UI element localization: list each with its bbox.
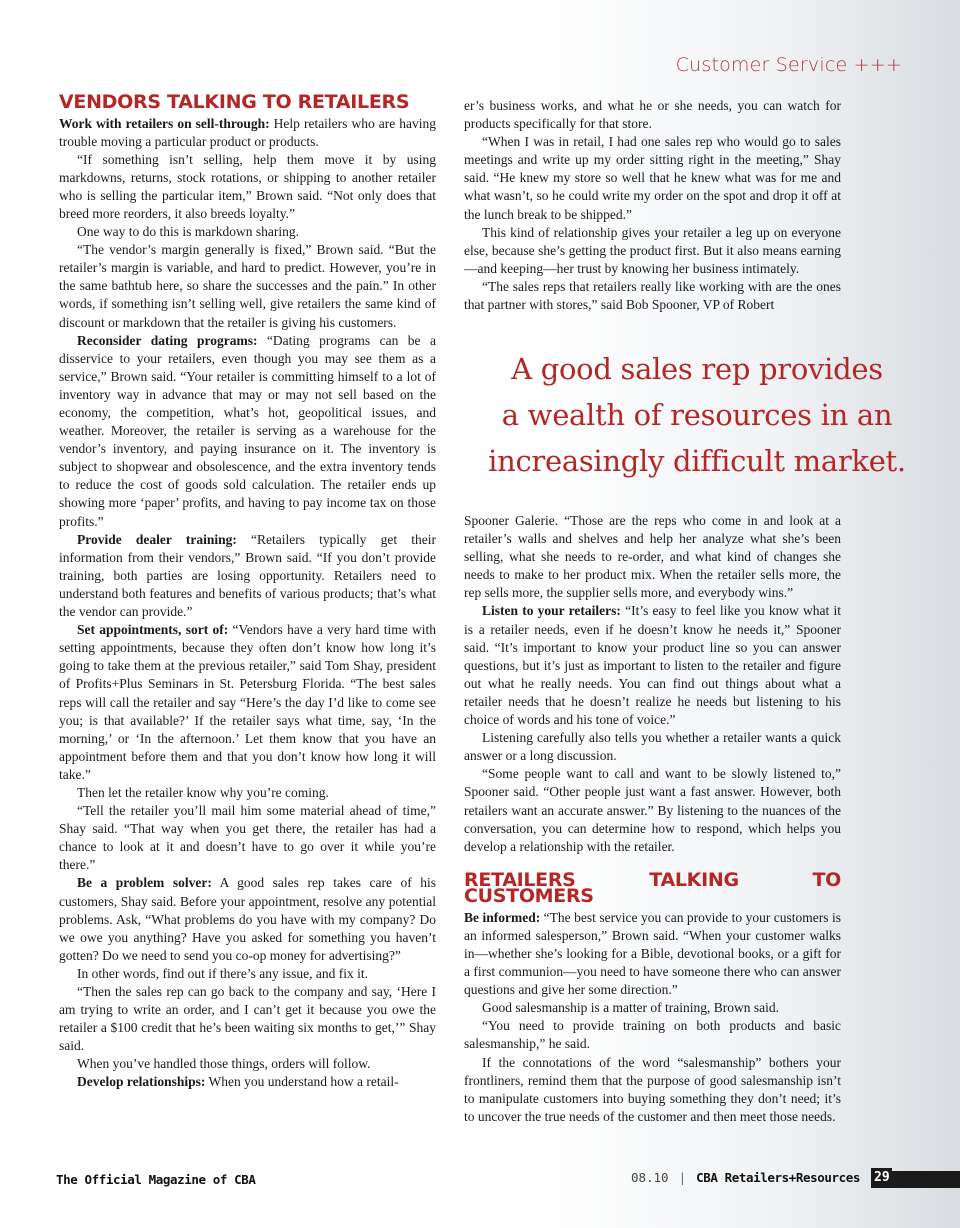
section-label: Customer Service +++ [675,54,902,76]
paragraph-text: “The best service you can provide to your customers is an informed salesperson,” Brown said. “When your customer walks in—whether she’s looking for a Bible, devotional books, or a gift for a first communion—you need to have someone there who can answer questions and give her some direction.” [464,909,841,998]
heading-vendors: VENDORS TALKING TO RETAILERS [59,91,410,113]
page-number: 29 [871,1168,892,1188]
paragraph [59,223,436,241]
paragraph [59,802,436,874]
footer-magazine-name: CBA Retailers+Resources [696,1170,860,1185]
paragraph [59,115,436,151]
paragraph-text: “It’s easy to feel like you know what it is a retailer needs, even if he doesn’t know he needs it,” Spooner said. “It’s important to know your product line so you can answer questions, but it’s just as important to listen to the retailer and figure out what he really needs. You can find out things about what a retailer needs that he doesn’t realize he needs but listening to his choice of words and his tone of voice.” [464,603,841,728]
paragraph [464,97,841,133]
paragraph [59,531,436,621]
left-column [59,91,437,1092]
paragraph-text: A good sales rep takes care of his customers, Shay said. Before your appointment, resolve any potential problems. Ask, “What problems do you have with my company? Do we owe you anything? Have you asked for something you haven’t gotten? Do we need to send you co-op money for advertising?” [59,875,437,963]
paragraph [464,602,841,729]
footer-info [631,1170,860,1185]
right-column-bottom [464,512,841,1126]
paragraph-lead: Set appointments, sort of: [77,622,229,638]
footer-magazine-tagline: The Official Magazine of CBA [56,1172,256,1187]
paragraph-text: If the connotations of the word “salesmanship” bothers your frontliners, remind them that the purpose of good salesmanship isn’t to manipulate customers into buying something they don’t need; it’s to uncover the true needs of the customer and then meet those needs. [464,1054,841,1124]
pull-quote-line: a wealth of resources in an [501,398,893,432]
paragraph [59,241,436,331]
paragraph-text: “The sales reps that retailers really like working with are the ones that partner with stores,” said Bob Spooner, VP of Robert [464,278,841,313]
paragraph [464,999,841,1017]
paragraph [59,621,436,784]
paragraph [59,1055,436,1073]
paragraph-text: When you understand how a retail- [205,1074,399,1090]
paragraph-lead: Provide dealer training: [77,531,237,547]
footer-bar [890,1171,960,1188]
paragraph-lead: Be a problem solver: [77,875,212,891]
paragraph-text: “Some people want to call and want to be slowly listened to,” Spooner said. “Other people just want a fast answer. However, both retailers want an accurate answer.” By listening to the nuances of the conversation, you can determine how to respond, which helps you develop a relationship with the retailer. [464,766,841,854]
right-bottom-paragraphs-2 [464,909,841,1126]
paragraph [464,765,841,855]
footer-separator: | [678,1170,687,1185]
paragraph [59,784,436,802]
paragraph-text: “When I was in retail, I had one sales rep who would go to sales meetings and write up my order sitting right in the meeting,” Shay said. “He knew my store so well that he knew what was for me and what wasn’t, so he could write my order on the spot and drop it off at the lunch break to be shipped.” [464,134,841,222]
paragraph-text: Help retailers who are having trouble moving a particular product or products. [59,115,437,149]
paragraph-text: When you’ve handled those things, orders will follow. [77,1056,371,1072]
paragraph-text: “If something isn’t selling, help them move it by using markdowns, returns, stock rotations, or shipping to another retailer who is selling the particular item,” Brown said. “Not only does that breed more reorders, it also breeds loyalty.” [59,151,436,221]
paragraph-text: This kind of relationship gives your retailer a leg up on everyone else, because she’s getting the product first. But it also means earning—and keeping—her trust by knowing her business intimately. [464,224,841,276]
paragraph-lead: Reconsider dating programs: [77,332,258,348]
paragraph-lead: Develop relationships: [77,1074,206,1090]
paragraph [59,332,436,531]
paragraph [464,224,841,278]
paragraph-text: Spooner Galerie. “Those are the reps who come in and look at a retailer’s walls and shelves and help her analyze what she’s been selling, what she needs to re-order, and what kind of changes she needs to make to her product mix. When the retailer sells more, the rep sells more, the supplier sells more, and everybody wins.” [464,513,841,601]
paragraph-text: “Retailers typically get their information from their vendors,” Brown said. “If you don’t provide training, both parties are losing opportunity. Retailers need to understand both features and benefits of various products; that’s what the vendor can provide.” [59,531,436,620]
paragraph-text: In other words, find out if there’s any issue, and fix it. [77,965,368,981]
paragraph [59,874,436,964]
left-paragraphs [59,115,436,1092]
pull-quote-line: A good sales rep provides [511,352,883,386]
paragraph-text: “The vendor’s margin generally is fixed,” Brown said. “But the retailer’s margin is variable, and hard to predict. However, you’re in the same bathtub here, so share the successes and the pain.” In other words, if something isn’t selling well, give retailers the same kind of discount or markdown that the retailer is giving his customers. [59,242,436,330]
paragraph [464,1054,841,1126]
right-column-top [464,97,841,314]
paragraph-text: er’s business works, and what he or she needs, you can watch for products specifically for that store. [464,98,841,132]
heading-retailers: RETAILERS TALKING TO CUSTOMERS [464,868,841,908]
paragraph-lead: Listen to your retailers: [482,603,621,619]
paragraph [464,278,841,314]
pull-quote [464,346,930,484]
paragraph-lead: Be informed: [464,909,541,925]
paragraph-text: “Then the sales rep can go back to the company and say, ‘Here I am trying to write an order, and I can’t get it because you owe the retailer a $100 credit that he’s been waiting six months to get,’” Shay said. [59,984,436,1054]
paragraph-lead: Work with retailers on sell-through: [59,115,270,131]
paragraph-text: “Tell the retailer you’ll mail him some material ahead of time,” Shay said. “That way when you get there, the retailer has had a chance to look at it and doesn’t have to go over it while you’re there.” [59,803,436,873]
right-bottom-paragraphs [464,512,841,856]
paragraph [59,965,436,983]
paragraph-text: “Vendors have a very hard time with setting appointments, because they often don’t know how long it’s going to take them at the previous retailer,” said Tom Shay, president of Profits+Plus Seminars in St. Petersburg Florida. “The best sales reps will call the retailer and say “Here’s the day I’d like to come see you; is that available?’ If the retailer says what time, say, ‘In the morning,’ or ‘In the afternoon.’ Let them know that you have an appointment before them and that you don’t know how long it will take.” [59,622,436,782]
paragraph [464,512,841,602]
paragraph-text: Then let the retailer know why you’re coming. [77,784,329,800]
paragraph-text: Listening carefully also tells you whether a retailer wants a quick answer or a long discussion. [464,730,841,764]
paragraph [464,729,841,765]
paragraph [59,1073,436,1091]
paragraph-text: “Dating programs can be a disservice to your retailers, even though you may see them as a service,” Brown said. “Your retailer is committing himself to a lot of inventory way in advance that may or may not sell based on the economy, the competition, what’s hot, geopolitical issues, and weather. Moreover, the retailer is serving as a warehouse for the vendor’s inventory, and paying insurance on it. The inventory is subject to shopwear and obsolescence, and the extra inventory tends to reduce the cost of goods sold calculation. The retailer ends up showing more ‘paper’ profits, and having to pay income tax on those profits.” [59,332,436,529]
paragraph [464,133,841,223]
right-top-paragraphs [464,97,841,314]
paragraph-text: One way to do this is markdown sharing. [77,224,299,240]
paragraph [59,151,436,223]
paragraph [464,909,841,999]
paragraph-text: “You need to provide training on both products and basic salesmanship,” he said. [464,1018,841,1052]
paragraph [464,1017,841,1053]
paragraph [59,983,436,1055]
paragraph-text: Good salesmanship is a matter of training, Brown said. [482,1000,779,1016]
footer-date: 08.10 [630,1170,669,1185]
pull-quote-line: increasingly difficult market. [488,444,906,478]
